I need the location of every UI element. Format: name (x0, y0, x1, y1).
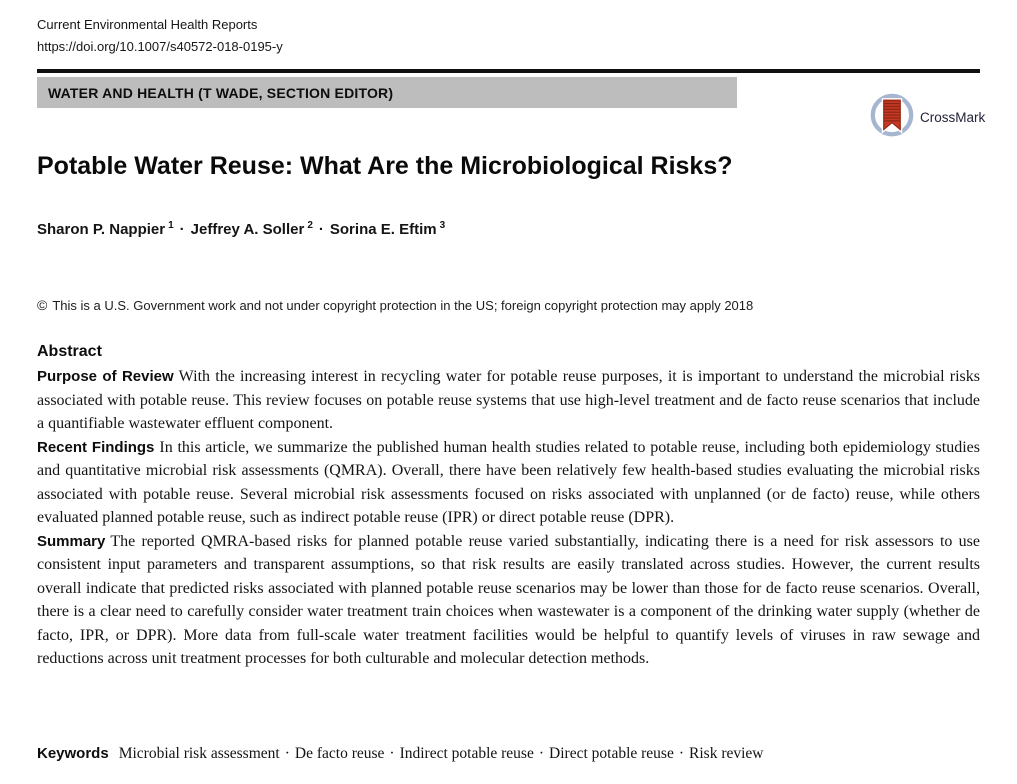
author-name: Sharon P. Nappier $^1$ (37, 220, 174, 238)
keyword-separator: · (284, 745, 290, 762)
author-name: Sorina E. Eftim $^3$ (329, 220, 446, 238)
keywords-label: Keywords (37, 745, 109, 762)
abstract-label: Recent Findings (37, 438, 155, 456)
abstract-label: Purpose of Review (37, 368, 174, 385)
keyword-item: Indirect potable reuse (399, 745, 534, 762)
keyword-item: Direct potable reuse (549, 745, 674, 762)
copyright-icon: © (37, 297, 48, 313)
keywords-line (37, 745, 764, 763)
author-line (37, 220, 445, 238)
crossmark-badge[interactable] (869, 92, 985, 142)
abstract-heading: Abstract (37, 343, 102, 360)
abstract-paragraph-findings: Recent Findings In this article, we summarize the published human health studies related to potable reuse, including both epidemiology studies and quantitative microbial risk assessments (QMRA). Overall, there have been relatively few health-based studies evaluating the microbial risks associated with potable reuse. Several microbial risk assessments focused on risks associated with unplanned (or de facto) reuse, while others evaluated planned potable reuse, such as indirect potable reuse (IPR) or direct potable reuse (DPR). (37, 438, 980, 526)
affiliation-superscript: 3 (439, 220, 446, 231)
section-banner (37, 77, 737, 108)
header-rule (37, 69, 980, 73)
author-separator: · (179, 221, 185, 238)
keyword-item: Risk review (689, 745, 764, 762)
keyword-item: De facto reuse (294, 745, 385, 762)
doi-link[interactable]: https://doi.org/10.1007/s40572-018-0195-y (37, 39, 283, 54)
abstract-label: Summary (37, 532, 106, 550)
abstract-paragraph-summary: Summary The reported QMRA-based risks for planned potable reuse varied substantially, indicating there is a need for risk assessors to use consistent input parameters and transparent assumptions, so that risk results are easily translated across studies. However, the current results overall indicate that predicted risks associated with planned potable reuse scenarios may be lower than those for de facto reuse scenarios. Overall, there is a clear need to carefully consider water treatment train choices when wastewater is a component of the drinking water supply (whether de facto, IPR, or DPR). More data from full-scale water treatment facilities would be helpful to quantify levels of viruses in raw sewage and reductions across unit treatment processes for both culturable and molecular detection methods. (37, 532, 980, 667)
affiliation-superscript: 2 (307, 220, 313, 231)
copyright-line (37, 297, 753, 313)
author-name: Jeffrey A. Soller $^2$ (190, 220, 313, 238)
abstract-section (37, 343, 980, 671)
keyword-item: Microbial risk assessment (118, 745, 280, 762)
author-separator: · (318, 221, 324, 238)
copyright-text: This is a U.S. Government work and not under copyright protection in the US; foreign copyright protection may apply 2018 (52, 298, 754, 313)
journal-name: Current Environmental Health Reports (37, 17, 258, 32)
affiliation-superscript: 1 (168, 220, 174, 231)
section-banner-text: WATER AND HEALTH (T WADE, SECTION EDITOR) (48, 84, 394, 101)
keyword-separator: · (678, 745, 685, 762)
abstract-paragraph-purpose: Purpose of Review With the increasing interest in recycling water for potable reuse purposes, it is important to understand the microbial risks associated with potable reuse. This review focuses on potable reuse systems that use high-level treatment and de facto reuse scenarios that include a quantifiable wastewater effluent component. (37, 368, 981, 432)
keyword-separator: · (538, 745, 545, 762)
keyword-separator: · (389, 745, 395, 762)
crossmark-icon (869, 92, 915, 142)
crossmark-label: CrossMark (920, 109, 986, 125)
masthead (37, 14, 283, 58)
page-title: Potable Water Reuse: What Are the Microbiological Risks? (37, 152, 733, 180)
